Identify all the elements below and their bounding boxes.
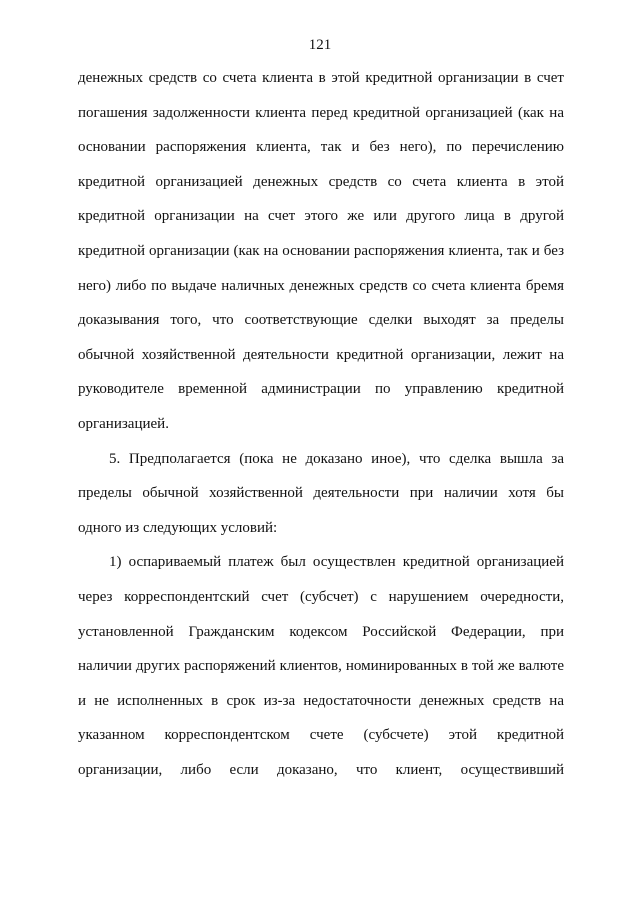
text-line: руководителе временной администрации по управлению кредитной xyxy=(78,381,564,398)
text-line: организации, либо если доказано, что клиент, осуществивший xyxy=(78,761,564,778)
text-line: 1) оспариваемый платеж был осуществлен кредитной организацией xyxy=(109,554,564,571)
text-line: 5. Предполагается (пока не доказано иное), что сделка вышла за xyxy=(109,450,564,467)
text-line: через корреспондентский счет (субсчет) с нарушением очередности, xyxy=(78,588,564,605)
text-line: организацией. xyxy=(78,415,169,432)
text-line: одного из следующих условий: xyxy=(78,519,278,536)
text-line: денежных средств со счета клиента в этой кредитной организации в счет xyxy=(78,70,564,86)
text-line: пределы обычной хозяйственной деятельности при наличии хотя бы xyxy=(78,485,564,502)
text-line: кредитной организации на счет этого же или другого лица в другой xyxy=(78,208,564,225)
text-line: кредитной организацией денежных средств со счета клиента в этой xyxy=(78,173,564,190)
body-text xyxy=(78,69,564,795)
page-number: 121 xyxy=(308,37,332,53)
text-line: погашения задолженности клиента перед кредитной организацией (как на xyxy=(78,104,564,121)
text-line: него) либо по выдаче наличных денежных средств со счета клиента бремя xyxy=(78,277,564,294)
text-line: наличии других распоряжений клиентов, номинированных в той же валюте xyxy=(78,658,564,675)
text-line: и не исполненных в срок из-за недостаточности денежных средств на xyxy=(78,692,564,709)
text-line: доказывания того, что соответствующие сделки выходят за пределы xyxy=(78,312,564,329)
text-line: указанном корреспондентском счете (субсчете) этой кредитной xyxy=(78,727,564,744)
text-line: обычной хозяйственной деятельности кредитной организации, лежит на xyxy=(78,346,564,363)
text-line: кредитной организации (как на основании распоряжения клиента, так и без xyxy=(78,242,564,259)
text-line: установленной Гражданским кодексом Российской Федерации, при xyxy=(78,623,564,640)
text-line: основании распоряжения клиента, так и без него), по перечислению xyxy=(78,139,564,156)
